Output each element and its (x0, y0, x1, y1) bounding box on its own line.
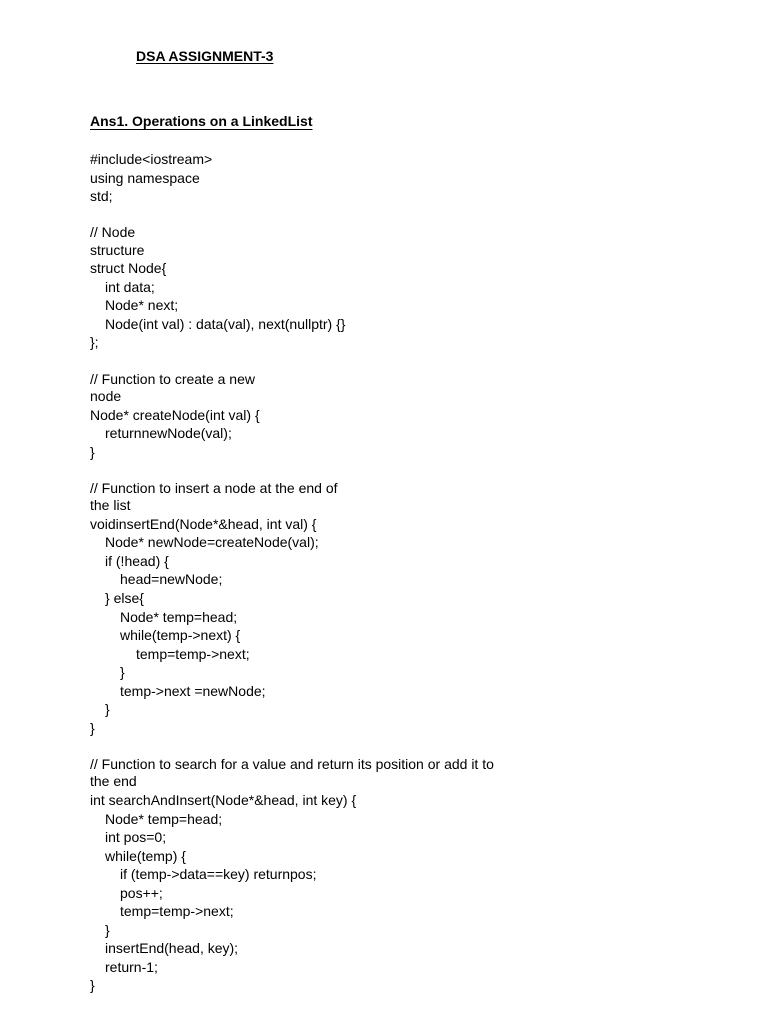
code-line: temp=temp->next; (136, 645, 250, 662)
code-line: int pos=0; (105, 829, 167, 846)
code-line: temp=temp->next; (120, 903, 234, 920)
code-line: } else{ (105, 589, 144, 606)
code-line: using namespace (90, 169, 200, 186)
code-block (90, 150, 750, 995)
code-line-blank (90, 737, 750, 756)
code-line: Node* newNode=createNode(val); (105, 534, 319, 551)
code-line: } (120, 664, 125, 681)
code-line: } (90, 443, 95, 460)
code-line: #include<iostream> (90, 151, 213, 167)
code-line: the end (90, 773, 137, 790)
code-line: }; (90, 334, 99, 351)
code-line: } (90, 977, 95, 994)
code-line: int data; (105, 278, 155, 295)
code-line: node (90, 388, 122, 405)
code-line: Node* createNode(int val) { (90, 406, 260, 423)
code-line: Node* next; (105, 297, 179, 314)
section-heading: Ans1. Operations on a LinkedList (90, 113, 313, 129)
code-line: // Function to search for a value and return its position or add it to (90, 755, 494, 772)
code-line: if (!head) { (105, 552, 169, 569)
code-line: temp->next =newNode; (120, 682, 266, 699)
code-line-blank (90, 206, 750, 225)
code-line: Node* temp=head; (105, 810, 223, 827)
code-line: int searchAndInsert(Node*&head, int key) { (90, 791, 357, 808)
code-line: } (105, 701, 110, 718)
code-line: the list (90, 497, 131, 514)
code-line: // Function to insert a node at the end of (90, 479, 338, 496)
code-line: while(temp) { (105, 847, 186, 864)
code-line: Node* temp=head; (120, 608, 238, 625)
code-line: Node(int val) : data(val), next(nullptr) {} (105, 315, 346, 332)
code-line-blank (90, 352, 750, 371)
code-line: voidinsertEnd(Node*&head, int val) { (90, 515, 317, 532)
code-line: } (90, 719, 95, 736)
code-line: insertEnd(head, key); (105, 940, 239, 957)
code-line: returnnewNode(val); (105, 425, 232, 442)
code-line: std; (90, 188, 113, 205)
code-line: head=newNode; (120, 571, 223, 588)
code-line: if (temp->data==key) returnpos; (120, 866, 317, 883)
document-title: DSA ASSIGNMENT-3 (136, 48, 274, 64)
code-line: structure (90, 241, 145, 258)
code-line: pos++; (120, 884, 163, 901)
code-line: while(temp->next) { (120, 627, 241, 644)
code-line: struct Node{ (90, 260, 167, 277)
code-line: return-1; (105, 958, 158, 975)
code-line: // Function to create a new (90, 370, 255, 387)
code-line: } (105, 921, 110, 938)
code-line-blank (90, 461, 750, 480)
code-line: // Node (90, 224, 136, 241)
